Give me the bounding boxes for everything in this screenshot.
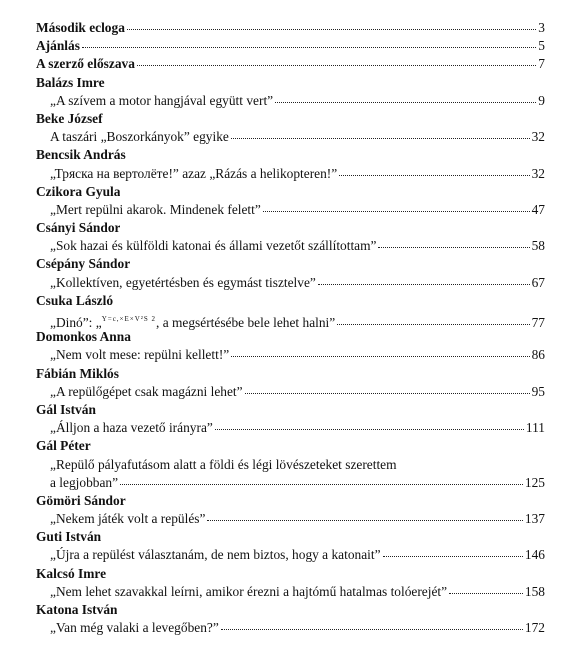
chapter-title: „Repülő pályafutásom alatt a földi és légi lövészeteket szerettem [50, 456, 397, 472]
section-title: A szerző előszava [36, 56, 135, 72]
chapter-title: „Sok hazai és külföldi katonai és állami vezetőt szállítottam” [50, 238, 377, 254]
toc-author [36, 437, 545, 455]
dot-leader [82, 47, 536, 48]
chapter-title: „Újra a repülést választanám, de nem biztos, hogy a katonait” [50, 547, 381, 563]
toc-author [36, 365, 545, 383]
dot-leader [231, 356, 529, 357]
dot-leader [449, 593, 523, 594]
toc-author [36, 255, 545, 273]
toc-section [36, 19, 545, 37]
title-text-before: „Dinó”: „ [50, 315, 102, 330]
author-name: Gál István [36, 401, 96, 417]
author-name: Csuka László [36, 292, 114, 308]
author-name: Guti István [36, 529, 102, 545]
dot-leader [378, 247, 529, 248]
dot-leader [120, 484, 523, 485]
dot-leader [215, 429, 524, 430]
page-number: 86 [531, 347, 545, 363]
toc-author [36, 292, 545, 310]
table-of-contents [36, 19, 545, 637]
toc-title [36, 346, 545, 364]
author-name: Fábián Miklós [36, 365, 119, 381]
author-name: Gömöri Sándor [36, 492, 126, 508]
dot-leader [318, 284, 530, 285]
toc-title [36, 310, 545, 328]
dot-leader [231, 138, 530, 139]
page-number: 172 [524, 620, 545, 636]
formula: Y=c,×E×V²S 2 [101, 315, 157, 323]
page-number: 32 [531, 129, 545, 145]
toc-title [36, 92, 545, 110]
author-name: Domonkos Anna [36, 329, 131, 345]
chapter-title: „Van még valaki a levegőben?” [50, 620, 219, 636]
page-number: 5 [538, 38, 545, 54]
page-number: 77 [531, 315, 545, 330]
page-number: 158 [524, 583, 545, 599]
dot-leader [263, 211, 530, 212]
toc-title [36, 583, 545, 601]
toc-author [36, 74, 545, 92]
toc-author [36, 146, 545, 164]
toc-title [36, 201, 545, 219]
toc-title [36, 619, 545, 637]
author-name: Csépány Sándor [36, 256, 131, 272]
dot-leader [245, 393, 530, 394]
page-number: 47 [531, 201, 545, 217]
author-name: Beke József [36, 110, 103, 126]
author-name: Kalcsó Imre [36, 565, 107, 581]
chapter-title: „A repülőgépet csak magázni lehet” [50, 383, 243, 399]
toc-author [36, 110, 545, 128]
page-number: 58 [531, 238, 545, 254]
toc-author [36, 601, 545, 619]
dot-leader [383, 556, 523, 557]
toc-author [36, 183, 545, 201]
toc-title [36, 165, 545, 183]
author-name: Csányi Sándor [36, 220, 121, 236]
section-title: Második ecloga [36, 20, 125, 35]
page-number: 32 [531, 165, 545, 181]
chapter-title: „A szívem a motor hangjával együtt vert” [50, 92, 274, 108]
page-number: 146 [524, 547, 545, 563]
toc-author [36, 401, 545, 419]
toc-title-line [36, 456, 545, 474]
toc-author [36, 528, 545, 546]
toc-title [36, 474, 545, 492]
author-name: Gál Péter [36, 438, 91, 454]
dot-leader [339, 175, 529, 176]
toc-title [36, 237, 545, 255]
dot-leader [137, 65, 536, 66]
toc-author [36, 492, 545, 510]
toc-title [36, 383, 545, 401]
author-name: Balázs Imre [36, 74, 105, 90]
toc-title [36, 274, 545, 292]
dot-leader [207, 520, 522, 521]
toc-author [36, 565, 545, 583]
chapter-title: „Тряска на вертолёте!” azaz „Rázás a helikopteren!” [50, 165, 338, 181]
dot-leader [221, 629, 523, 630]
chapter-title: „Nem volt mese: repülni kellett!” [50, 347, 230, 363]
chapter-title: A taszári „Boszorkányok” egyike [50, 129, 229, 145]
chapter-title: „Nekem játék volt a repülés” [50, 511, 206, 527]
toc-author [36, 219, 545, 237]
toc-title [36, 546, 545, 564]
toc-title [36, 128, 545, 146]
author-name: Katona István [36, 602, 118, 617]
chapter-title: „Nem lehet szavakkal leírni, amikor érezni a hajtómű hatalmas tolóerejét” [50, 583, 448, 599]
dot-leader [337, 324, 529, 325]
author-name: Czikora Gyula [36, 183, 121, 199]
author-name: Bencsik András [36, 147, 126, 163]
page-number: 111 [525, 420, 545, 436]
page-number: 7 [538, 56, 545, 72]
page-number: 3 [538, 20, 545, 35]
page-number: 137 [524, 511, 545, 527]
title-text-after: , a megsértésébe bele lehet halni” [156, 315, 336, 330]
chapter-title: „Mert repülni akarok. Mindenek felett” [50, 201, 261, 217]
chapter-title: a legjobban” [50, 474, 119, 490]
page-number: 67 [531, 274, 545, 290]
section-title: Ajánlás [36, 38, 80, 54]
toc-title [36, 419, 545, 437]
chapter-title: „Álljon a haza vezető irányra” [50, 420, 213, 436]
page-number: 95 [531, 383, 545, 399]
toc-section [36, 37, 545, 55]
page-number: 125 [524, 474, 545, 490]
dot-leader [127, 29, 536, 30]
toc-title [36, 510, 545, 528]
dot-leader [275, 102, 536, 103]
chapter-title: „Kollektíven, egyetértésben és egymást tisztelve” [50, 274, 316, 290]
toc-section [36, 55, 545, 73]
page-number: 9 [538, 92, 545, 108]
